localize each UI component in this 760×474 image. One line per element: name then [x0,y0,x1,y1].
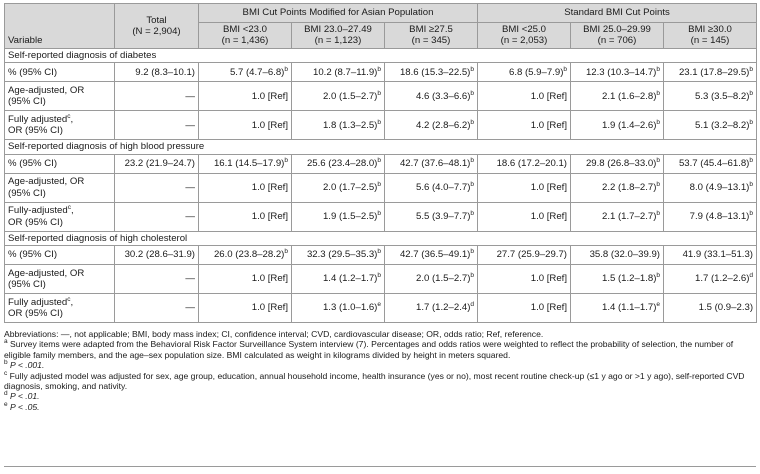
total-cell: — [115,111,199,140]
header-col [478,23,571,49]
value-cell: 16.1 $(14.5-17.9)^b$ [199,154,292,173]
header-col-label: BMI 23.0–27.49 [304,24,372,35]
row-label: Fully-adjusted$^c$, OR (95% CI) [5,202,115,231]
value-cell: 32.3 $(29.5-35.3)^b$ [292,246,385,265]
value-cell: 42.7 $(36.5-49.1)^b$ [385,246,478,265]
header-col-label: BMI 25.0–29.99 [583,24,651,35]
header-col [292,23,385,49]
value-cell: 2.1 $(1.6-2.8)^b$ [571,82,664,111]
value-cell: 1.5 $(1.2-1.8)^b$ [571,265,664,294]
value-cell: 1.0 [Ref] [199,202,292,231]
section-title: Self-reported diagnosis of high blood pressure [5,140,757,154]
value-cell: 12.3 $(10.3-14.7)^b$ [571,63,664,82]
value-cell: 26.0 $(23.8-28.2)^b$ [199,246,292,265]
value-cell: 2.1 $(1.7-2.7)^b$ [571,202,664,231]
table-row [5,111,757,140]
table-row [5,173,757,202]
value-cell: 2.0 $(1.5-2.7)^b$ [292,82,385,111]
value-cell: 18.6 $(15.3-22.5)^b$ [385,63,478,82]
table-row [5,246,757,265]
header-group-asian: BMI Cut Points Modified for Asian Population [199,4,478,23]
row-label: Fully adjusted$^c$, OR (95% CI) [5,111,115,140]
value-cell: 2.0 $(1.5-2.7)^b$ [385,265,478,294]
header-col-n: (n = 706) [597,35,637,47]
footnote-a: $^a$ Survey items were adapted from the Behavioral Risk Factor Surveillance System interview (7). Percentages and odds ratios were weighted to reflect the probability of selection, the number of eligible family members, and the age–sex population size. BMI calculated as weight in kilograms divided by height in meters squared. [4,338,734,360]
value-cell: 35.8 (32.0–39.9) [571,246,664,265]
section-row [5,48,757,62]
value-cell: 1.7 $(1.2-2.6)^d$ [664,265,757,294]
header-col [664,23,757,49]
value-cell: 1.0 [Ref] [478,111,571,140]
value-cell: 1.0 [Ref] [478,265,571,294]
footnote-d: $^d$ P < .01. [4,390,40,402]
value-cell: 25.6 $(23.4-28.0)^b$ [292,154,385,173]
table-row [5,294,757,323]
value-cell: 5.5 $(3.9-7.7)^b$ [385,202,478,231]
value-cell: 53.7 $(45.4-61.8)^b$ [664,154,757,173]
value-cell: 5.3 $(3.5-8.2)^b$ [664,82,757,111]
table-row [5,202,757,231]
value-cell: 1.0 [Ref] [199,111,292,140]
header-col [199,23,292,49]
total-cell: — [115,82,199,111]
value-cell: 2.0 $(1.7-2.5)^b$ [292,173,385,202]
value-cell: 5.1 $(3.2-8.2)^b$ [664,111,757,140]
row-label: Fully adjusted$^c$, OR (95% CI) [5,294,115,323]
total-cell: 30.2 (28.6–31.9) [115,246,199,265]
total-cell: — [115,202,199,231]
value-cell: 1.5 (0.9–2.3) [664,294,757,323]
table-row [5,154,757,173]
value-cell: 2.2 $(1.8-2.7)^b$ [571,173,664,202]
value-cell: 1.0 [Ref] [199,82,292,111]
header-col [571,23,664,49]
bottom-rule [4,466,756,467]
header-group-standard: Standard BMI Cut Points [478,4,757,23]
footnote-c: $^c$ Fully adjusted model was adjusted for sex, age group, education, annual household income, health insurance (yes or no), most recent routine check-up (≤1 y ago or >1 y ago), self-reported CVD diagnosis, smoking, and nativity. [4,369,745,392]
row-label: Age-adjusted, OR (95% CI) [5,173,115,202]
value-cell: 1.0 [Ref] [199,173,292,202]
value-cell: 4.2 $(2.8-6.2)^b$ [385,111,478,140]
value-cell: 1.0 [Ref] [199,265,292,294]
value-cell: 1.8 $(1.3-2.5)^b$ [292,111,385,140]
header-col-label: BMI <23.0 [223,24,267,35]
value-cell: 7.9 $(4.8-13.1)^b$ [664,202,757,231]
footnote-b: $^b$ P < .001. [4,359,45,371]
total-cell: 9.2 (8.3–10.1) [115,63,199,82]
value-cell: 5.7 $(4.7-6.8)^b$ [199,63,292,82]
row-label: % (95% CI) [5,63,115,82]
value-cell: 1.7 $(1.2-2.4)^d$ [385,294,478,323]
value-cell: 1.9 $(1.4-2.6)^b$ [571,111,664,140]
header-col-n: (n = 345) [411,35,451,47]
table-row [5,63,757,82]
value-cell: 1.0 [Ref] [199,294,292,323]
total-cell: — [115,294,199,323]
header-total-n: (N = 2,904) [132,25,181,37]
value-cell: 1.3 $(1.0-1.6)^e$ [292,294,385,323]
value-cell: 5.6 $(4.0-7.7)^b$ [385,173,478,202]
value-cell: 29.8 $(26.8-33.0)^b$ [571,154,664,173]
value-cell: 1.4 $(1.1-1.7)^e$ [571,294,664,323]
table-body [5,48,757,322]
header-col-n: (n = 1,123) [314,35,362,47]
value-cell: 23.1 $(17.8-29.5)^b$ [664,63,757,82]
section-title: Self-reported diagnosis of diabetes [5,48,757,62]
row-label: % (95% CI) [5,154,115,173]
row-label: Age-adjusted, OR (95% CI) [5,82,115,111]
footnotes [4,329,756,412]
value-cell: 41.9 (33.1–51.3) [664,246,757,265]
total-cell: — [115,173,199,202]
value-cell: 8.0 $(4.9-13.1)^b$ [664,173,757,202]
header-variable: Variable [5,4,115,49]
value-cell: 1.9 $(1.5-2.5)^b$ [292,202,385,231]
value-cell: 18.6 (17.2–20.1) [478,154,571,173]
row-label: % (95% CI) [5,246,115,265]
section-row [5,231,757,245]
total-cell: — [115,265,199,294]
header-row-groups [5,4,757,23]
header-col-label: BMI ≥30.0 [688,24,732,35]
value-cell: 27.7 (25.9–29.7) [478,246,571,265]
results-table [4,3,757,323]
value-cell: 1.0 [Ref] [478,82,571,111]
table-row [5,265,757,294]
section-title: Self-reported diagnosis of high cholesterol [5,231,757,245]
value-cell: 1.0 [Ref] [478,173,571,202]
header-col-n: (n = 2,053) [500,35,548,47]
table-row [5,82,757,111]
value-cell: 10.2 $(8.7-11.9)^b$ [292,63,385,82]
row-label: Age-adjusted, OR (95% CI) [5,265,115,294]
header-col [385,23,478,49]
header-col-label: BMI <25.0 [502,24,547,35]
value-cell: 4.6 $(3.3-6.6)^b$ [385,82,478,111]
header-col-n: (n = 145) [690,35,730,47]
footnote-abbreviations: Abbreviations: —, not applicable; BMI, body mass index; CI, confidence interval; CVD, cardiovascular disease; OR, odds ratio; Ref, reference. [4,329,544,340]
value-cell: 42.7 $(37.6-48.1)^b$ [385,154,478,173]
header-col-n: (n = 1,436) [221,35,269,47]
section-row [5,140,757,154]
header-total [115,4,199,49]
value-cell: 1.4 $(1.2-1.7)^b$ [292,265,385,294]
value-cell: 1.0 [Ref] [478,202,571,231]
total-cell: 23.2 (21.9–24.7) [115,154,199,173]
header-col-label: BMI ≥27.5 [409,24,453,35]
header-total-label: Total [146,14,167,26]
footnote-e: $^e$ P < .05. [4,401,40,412]
value-cell: 6.8 $(5.9-7.9)^b$ [478,63,571,82]
value-cell: 1.0 [Ref] [478,294,571,323]
